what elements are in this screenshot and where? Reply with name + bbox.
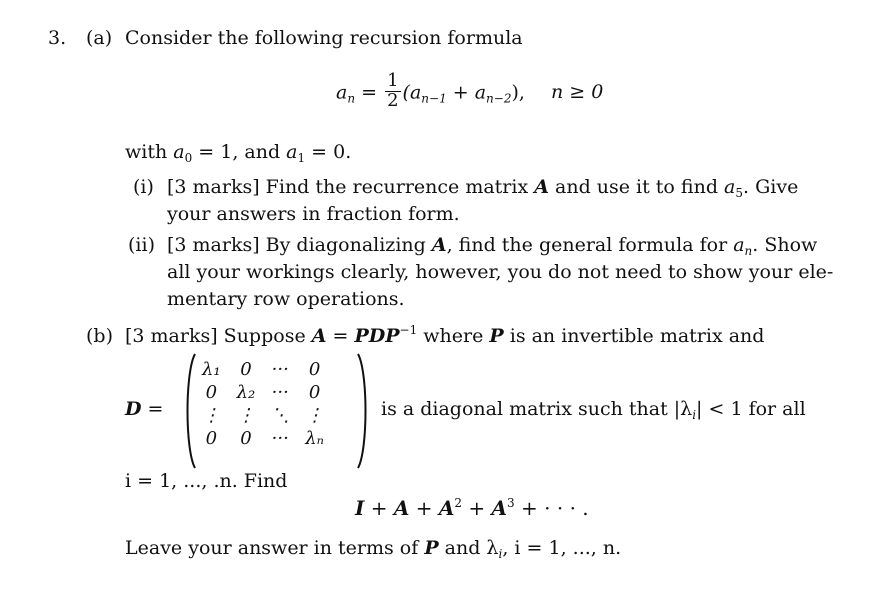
formula-lhs: a	[336, 81, 348, 104]
formula-rhs-sub1: n−1	[421, 91, 447, 106]
series-plus-3: +	[462, 496, 492, 520]
a1-value: = 0.	[305, 141, 352, 163]
an-sub: n	[744, 244, 753, 258]
a0-symbol: a	[173, 141, 185, 163]
matrix-row	[194, 404, 332, 427]
part-b-label: (b)	[86, 325, 113, 347]
matrix-cell: ···	[271, 359, 289, 380]
matrix-row	[194, 358, 332, 381]
initial-conditions	[125, 141, 352, 165]
formula-fraction	[385, 72, 400, 111]
part-b-eq: =	[326, 325, 355, 347]
sub-ii-line3: mentary row operations.	[167, 288, 405, 310]
diag-text-a: is a diagonal matrix such that |λ	[381, 398, 693, 420]
leave-text-c: , i = 1, ..., n.	[502, 537, 622, 559]
a5-sub: 5	[735, 186, 743, 200]
formula-eq: =	[361, 81, 378, 104]
part-a-intro: Consider the following recursion formula	[125, 27, 523, 49]
series-exp-2: 2	[454, 496, 463, 510]
matrix-cell: 0	[308, 382, 321, 403]
sub-i-line1	[167, 176, 828, 200]
matrix-D-eq: =	[147, 398, 164, 420]
a5-symbol: a	[724, 176, 736, 198]
range-line: i = 1, ..., .n. Find	[125, 470, 288, 492]
recursion-formula	[336, 70, 604, 113]
matrix-A-symbol-3: A	[311, 325, 327, 347]
sub-i-label: (i)	[133, 176, 154, 198]
series-plus-2: +	[409, 496, 439, 520]
matrix-cell: ⋱	[271, 405, 290, 426]
matrix-cell: ⋮	[305, 405, 324, 426]
sub-ii-line1	[167, 234, 818, 258]
series-plus-1: +	[364, 496, 394, 520]
matrix-cell: λₙ	[305, 428, 324, 449]
sub-ii-label: (ii)	[128, 234, 155, 256]
PDP-symbol: PDP	[354, 325, 400, 347]
a0-sub: 0	[184, 151, 193, 165]
formula-rhs-sub2: n−2	[486, 91, 512, 106]
fraction-denominator: 2	[387, 89, 399, 111]
matrix-cell: ⋮	[202, 405, 221, 426]
formula-lhs-sub: n	[347, 91, 356, 106]
matrix-cell: 0	[205, 382, 218, 403]
sub-i-text-c: . Give	[743, 176, 799, 198]
part-b-text-c: is an invertible matrix and	[503, 325, 765, 347]
matrix-D	[194, 358, 332, 450]
sub-i-text-b: and use it to find	[548, 176, 725, 198]
matrix-A-symbol: A	[534, 176, 549, 198]
initial-with: with	[125, 141, 174, 163]
matrix-cell: 0	[308, 359, 321, 380]
series-exp-3: 3	[507, 496, 515, 510]
part-b-text-a: [3 marks] Suppose	[125, 325, 312, 347]
leave-answer-line	[125, 537, 622, 561]
question-number: 3.	[48, 27, 67, 49]
formula-rhs-open: (a	[402, 81, 422, 104]
sub-ii-text-c: . Show	[752, 234, 818, 256]
leave-P-symbol: P	[424, 537, 439, 559]
sub-ii-line2: all your workings clearly, however, you do not need to show your ele-	[167, 261, 834, 283]
matrix-cell: ···	[271, 382, 289, 403]
formula-rhs-close: ),	[511, 81, 525, 104]
matrix-cell: ⋮	[236, 405, 255, 426]
matrix-row	[194, 381, 332, 404]
matrix-cell: 0	[240, 428, 252, 449]
matrix-right-paren	[354, 352, 374, 470]
series-A1: A	[393, 496, 410, 520]
part-b-line1	[125, 323, 765, 347]
matrix-A-symbol-2: A	[431, 234, 447, 256]
leave-sub: i	[498, 547, 503, 561]
matrix-cell: λ₁	[202, 359, 221, 380]
a1-symbol: a	[286, 141, 298, 163]
matrix-cell: 0	[205, 428, 218, 449]
formula-condition: n ≥ 0	[550, 81, 604, 104]
matrix-D-label: D =	[125, 398, 164, 420]
matrix-cell: λ₂	[236, 382, 256, 403]
inverse-exponent: −1	[399, 323, 418, 337]
sub-ii-text-b: , find the general formula for	[446, 234, 734, 256]
series-A3: A	[491, 496, 508, 520]
matrix-series	[355, 498, 589, 518]
identity-I: I	[355, 496, 365, 520]
sub-i-text-a: [3 marks] Find the recurrence matrix	[167, 176, 535, 198]
matrix-row	[194, 427, 332, 450]
leave-text-b: and λ	[438, 537, 499, 559]
matrix-cell: 0	[240, 359, 252, 380]
fraction-numerator: 1	[387, 70, 399, 91]
diag-text-b: | < 1 for all	[696, 398, 806, 420]
a0-value: = 1, and	[192, 141, 287, 163]
diagonal-condition	[381, 398, 806, 422]
formula-rhs-plus: + a	[446, 81, 487, 104]
sub-ii-text-a: [3 marks] By diagonalizing	[167, 234, 432, 256]
part-b-text-b: where	[417, 325, 490, 347]
diag-sub: i	[692, 408, 697, 422]
an-symbol: a	[733, 234, 745, 256]
part-a-label: (a)	[86, 27, 113, 49]
leave-text-a: Leave your answer in terms of	[125, 537, 425, 559]
a1-sub: 1	[297, 151, 306, 165]
matrix-cell: ···	[271, 428, 289, 449]
series-tail: + · · · .	[514, 496, 589, 520]
series-A2: A	[438, 496, 455, 520]
matrix-P-symbol: P	[489, 325, 504, 347]
sub-i-line2: your answers in fraction form.	[167, 203, 460, 225]
